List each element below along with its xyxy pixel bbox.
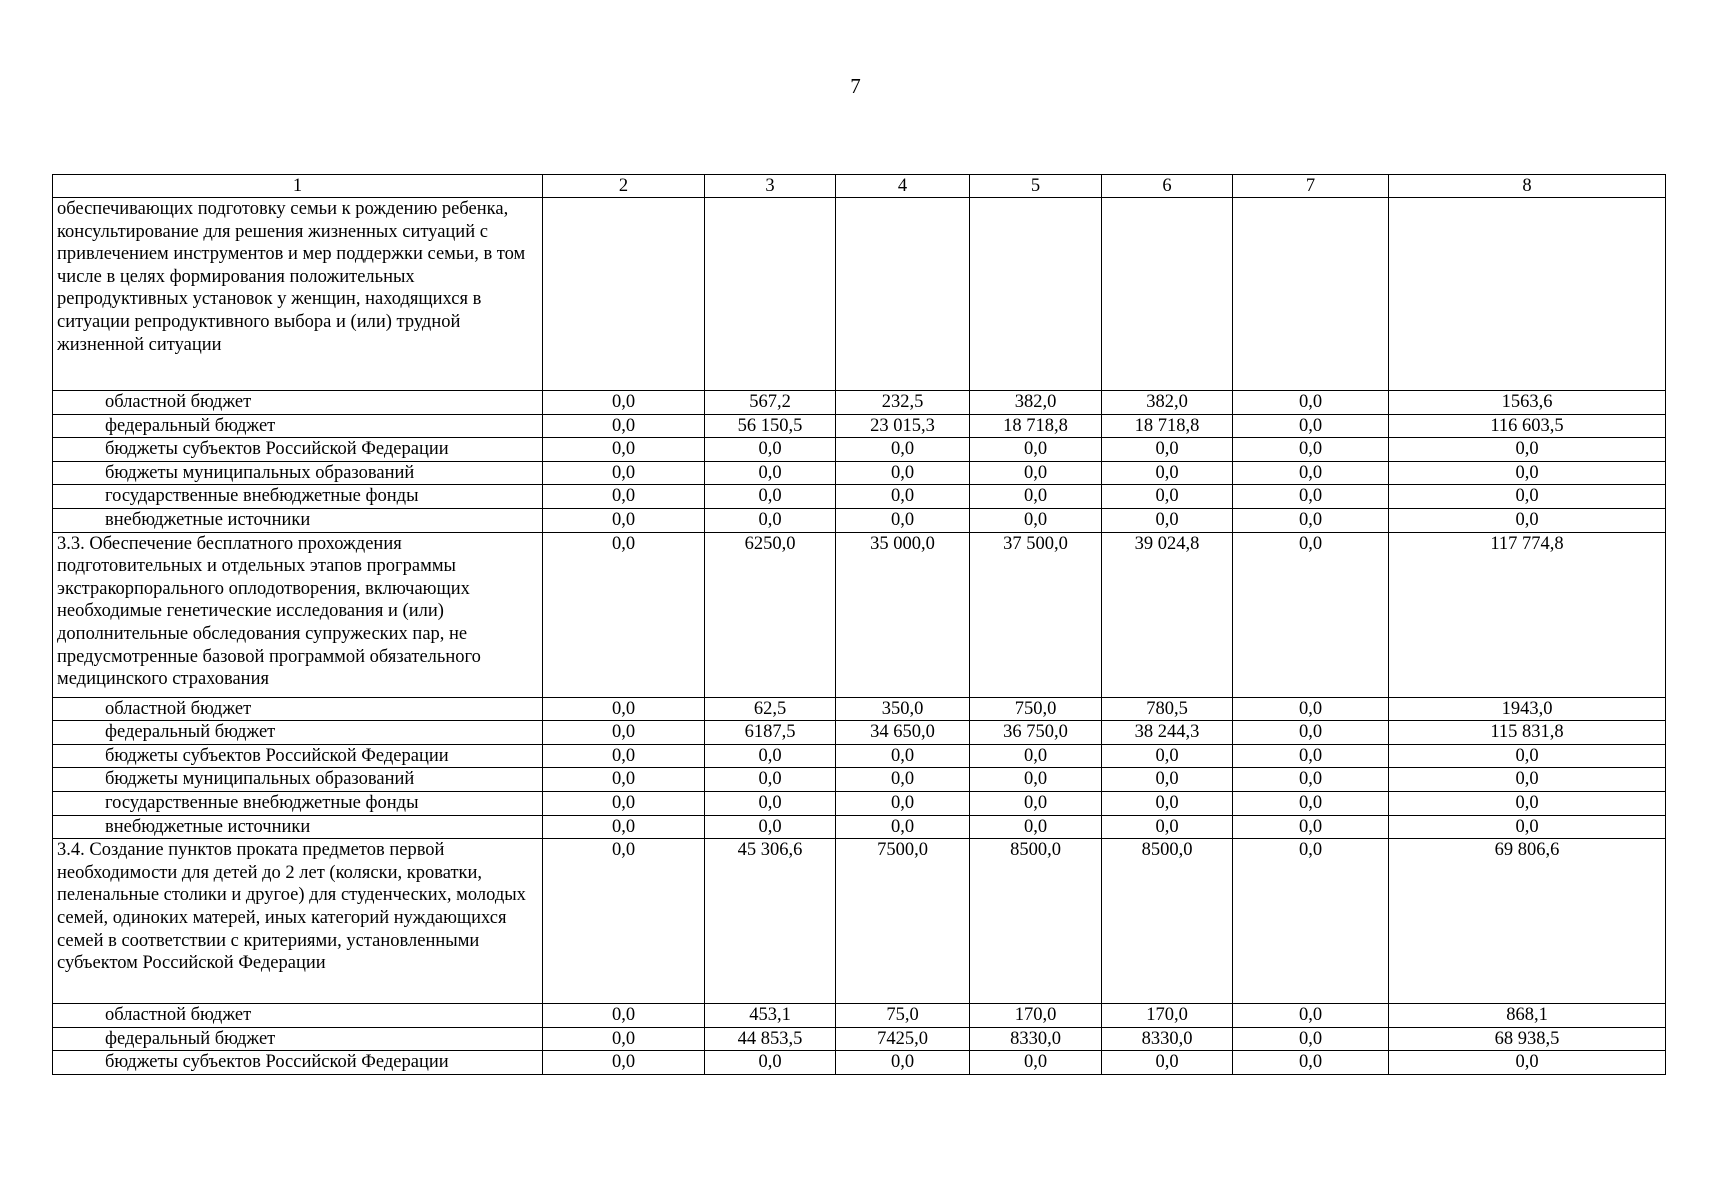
value-cell: 0,0 — [1102, 815, 1233, 839]
value-cell: 0,0 — [1233, 768, 1389, 792]
value-cell: 0,0 — [1102, 768, 1233, 792]
funding-source-row — [53, 391, 1666, 415]
funding-source-label: областной бюджет — [53, 1004, 543, 1028]
measure-value-cell — [836, 198, 970, 391]
funding-source-row — [53, 485, 1666, 509]
total-cell: 868,1 — [1389, 1004, 1666, 1028]
value-cell: 0,0 — [705, 744, 836, 768]
value-cell: 75,0 — [836, 1004, 970, 1028]
value-cell: 780,5 — [1102, 697, 1233, 721]
value-cell: 0,0 — [836, 508, 970, 532]
funding-source-label: бюджеты субъектов Российской Федерации — [53, 438, 543, 462]
measure-value-cell: 6250,0 — [705, 532, 836, 697]
value-cell: 0,0 — [1102, 461, 1233, 485]
value-cell: 0,0 — [1233, 1051, 1389, 1075]
value-cell: 0,0 — [1233, 508, 1389, 532]
value-cell: 0,0 — [836, 815, 970, 839]
value-cell: 0,0 — [1233, 461, 1389, 485]
funding-source-label: бюджеты муниципальных образований — [53, 461, 543, 485]
value-cell: 0,0 — [1233, 391, 1389, 415]
value-cell: 0,0 — [705, 768, 836, 792]
value-cell: 0,0 — [1102, 791, 1233, 815]
measure-value-cell: 45 306,6 — [705, 839, 836, 1004]
column-header: 3 — [705, 175, 836, 198]
value-cell: 18 718,8 — [1102, 414, 1233, 438]
measure-value-cell — [705, 198, 836, 391]
funding-source-row — [53, 768, 1666, 792]
funding-source-label: внебюджетные источники — [53, 508, 543, 532]
total-cell: 1563,6 — [1389, 391, 1666, 415]
value-cell: 382,0 — [970, 391, 1102, 415]
page-number: 7 — [850, 74, 861, 98]
value-cell: 0,0 — [970, 438, 1102, 462]
value-cell: 0,0 — [970, 815, 1102, 839]
measure-value-cell: 8500,0 — [970, 839, 1102, 1004]
funding-source-row — [53, 815, 1666, 839]
measure-value-cell: 7500,0 — [836, 839, 970, 1004]
value-cell: 0,0 — [1233, 815, 1389, 839]
funding-source-label: бюджеты субъектов Российской Федерации — [53, 1051, 543, 1075]
column-header: 8 — [1389, 175, 1666, 198]
value-cell: 170,0 — [1102, 1004, 1233, 1028]
funding-source-row — [53, 721, 1666, 745]
funding-source-label: государственные внебюджетные фонды — [53, 791, 543, 815]
value-cell: 0,0 — [970, 485, 1102, 509]
funding-source-label: областной бюджет — [53, 697, 543, 721]
value-cell: 232,5 — [836, 391, 970, 415]
column-header: 4 — [836, 175, 970, 198]
total-cell: 1943,0 — [1389, 697, 1666, 721]
funding-source-row — [53, 438, 1666, 462]
measure-value-cell — [1102, 198, 1233, 391]
value-cell: 0,0 — [836, 461, 970, 485]
value-cell: 382,0 — [1102, 391, 1233, 415]
value-cell: 18 718,8 — [970, 414, 1102, 438]
total-cell: 0,0 — [1389, 485, 1666, 509]
total-cell: 68 938,5 — [1389, 1027, 1666, 1051]
value-cell: 0,0 — [836, 1051, 970, 1075]
value-cell: 0,0 — [543, 485, 705, 509]
value-cell: 0,0 — [543, 461, 705, 485]
value-cell: 0,0 — [836, 791, 970, 815]
value-cell: 750,0 — [970, 697, 1102, 721]
value-cell: 453,1 — [705, 1004, 836, 1028]
column-header: 7 — [1233, 175, 1389, 198]
measure-value-cell: 37 500,0 — [970, 532, 1102, 697]
value-cell: 34 650,0 — [836, 721, 970, 745]
value-cell: 0,0 — [543, 768, 705, 792]
value-cell: 0,0 — [1233, 1027, 1389, 1051]
value-cell: 0,0 — [970, 768, 1102, 792]
total-cell: 116 603,5 — [1389, 414, 1666, 438]
total-cell: 0,0 — [1389, 1051, 1666, 1075]
column-header: 1 — [53, 175, 543, 198]
column-number-row — [53, 175, 1666, 198]
value-cell: 0,0 — [970, 1051, 1102, 1075]
value-cell: 0,0 — [543, 744, 705, 768]
total-cell: 0,0 — [1389, 461, 1666, 485]
measure-description: 3.3. Обеспечение бесплатного прохождения подготовительных и отдельных этапов программы экстракорпорального оплодотворения, включающих необходимые генетические исследования и (или) дополнительные обследования супружеских пар, не предусмотренные базовой программой обязательного медицинского страхования — [53, 532, 543, 697]
value-cell: 6187,5 — [705, 721, 836, 745]
value-cell: 0,0 — [836, 744, 970, 768]
value-cell: 0,0 — [1102, 1051, 1233, 1075]
value-cell: 567,2 — [705, 391, 836, 415]
value-cell: 0,0 — [543, 391, 705, 415]
total-cell: 0,0 — [1389, 438, 1666, 462]
measure-value-cell: 0,0 — [543, 839, 705, 1004]
measure-description-row — [53, 839, 1666, 1004]
measure-total-cell — [1389, 198, 1666, 391]
measure-value-cell — [970, 198, 1102, 391]
value-cell: 0,0 — [543, 815, 705, 839]
value-cell: 62,5 — [705, 697, 836, 721]
value-cell: 0,0 — [970, 461, 1102, 485]
value-cell: 0,0 — [705, 815, 836, 839]
measure-description: обеспечивающих подготовку семьи к рождению ребенка, консультирование для решения жизненных ситуаций с привлечением инструментов и мер поддержки семьи, в том числе в целях формирования положительных репродуктивных установок у женщин, находящихся в ситуации репродуктивного выбора и (или) трудной жизненной ситуации — [53, 198, 543, 391]
value-cell: 7425,0 — [836, 1027, 970, 1051]
value-cell: 0,0 — [1102, 744, 1233, 768]
measure-value-cell: 39 024,8 — [1102, 532, 1233, 697]
funding-source-label: федеральный бюджет — [53, 721, 543, 745]
value-cell: 0,0 — [705, 485, 836, 509]
value-cell: 0,0 — [543, 1051, 705, 1075]
measure-value-cell — [543, 198, 705, 391]
funding-source-label: бюджеты муниципальных образований — [53, 768, 543, 792]
measure-description-row — [53, 532, 1666, 697]
total-cell: 0,0 — [1389, 815, 1666, 839]
funding-table-body — [53, 175, 1666, 1075]
value-cell: 0,0 — [1233, 485, 1389, 509]
value-cell: 0,0 — [705, 791, 836, 815]
measure-description-row — [53, 198, 1666, 391]
funding-source-row — [53, 461, 1666, 485]
value-cell: 350,0 — [836, 697, 970, 721]
value-cell: 38 244,3 — [1102, 721, 1233, 745]
measure-value-cell: 35 000,0 — [836, 532, 970, 697]
value-cell: 0,0 — [970, 508, 1102, 532]
value-cell: 0,0 — [1102, 508, 1233, 532]
value-cell: 0,0 — [1233, 721, 1389, 745]
value-cell: 0,0 — [705, 438, 836, 462]
funding-source-row — [53, 508, 1666, 532]
value-cell: 0,0 — [1233, 744, 1389, 768]
value-cell: 0,0 — [543, 791, 705, 815]
value-cell: 0,0 — [836, 485, 970, 509]
value-cell: 0,0 — [836, 768, 970, 792]
value-cell: 0,0 — [543, 1027, 705, 1051]
total-cell: 0,0 — [1389, 508, 1666, 532]
value-cell: 0,0 — [1102, 438, 1233, 462]
funding-source-label: государственные внебюджетные фонды — [53, 485, 543, 509]
total-cell: 115 831,8 — [1389, 721, 1666, 745]
funding-table-container — [52, 174, 1665, 1075]
value-cell: 56 150,5 — [705, 414, 836, 438]
funding-source-row — [53, 1051, 1666, 1075]
value-cell: 0,0 — [543, 508, 705, 532]
funding-source-row — [53, 414, 1666, 438]
value-cell: 170,0 — [970, 1004, 1102, 1028]
total-cell: 0,0 — [1389, 744, 1666, 768]
measure-value-cell: 8500,0 — [1102, 839, 1233, 1004]
value-cell: 0,0 — [543, 721, 705, 745]
column-header: 2 — [543, 175, 705, 198]
value-cell: 0,0 — [705, 508, 836, 532]
funding-source-label: внебюджетные источники — [53, 815, 543, 839]
value-cell: 8330,0 — [970, 1027, 1102, 1051]
total-cell: 0,0 — [1389, 768, 1666, 792]
value-cell: 0,0 — [1233, 414, 1389, 438]
value-cell: 0,0 — [543, 1004, 705, 1028]
funding-source-label: федеральный бюджет — [53, 414, 543, 438]
measure-total-cell: 117 774,8 — [1389, 532, 1666, 697]
column-header: 6 — [1102, 175, 1233, 198]
funding-source-row — [53, 697, 1666, 721]
value-cell: 0,0 — [543, 438, 705, 462]
funding-table — [52, 174, 1666, 1075]
measure-description: 3.4. Создание пунктов проката предметов первой необходимости для детей до 2 лет (коляски, кроватки, пеленальные столики и другое) для студенческих, молодых семей, одиноких матерей, иных категорий нуждающихся семей в соответствии с критериями, установленными субъектом Российской Федерации — [53, 839, 543, 1004]
measure-value-cell: 0,0 — [1233, 839, 1389, 1004]
measure-total-cell: 69 806,6 — [1389, 839, 1666, 1004]
value-cell: 0,0 — [970, 744, 1102, 768]
value-cell: 44 853,5 — [705, 1027, 836, 1051]
funding-source-label: федеральный бюджет — [53, 1027, 543, 1051]
measure-value-cell — [1233, 198, 1389, 391]
value-cell: 36 750,0 — [970, 721, 1102, 745]
funding-source-row — [53, 1027, 1666, 1051]
value-cell: 0,0 — [705, 461, 836, 485]
value-cell: 0,0 — [705, 1051, 836, 1075]
value-cell: 23 015,3 — [836, 414, 970, 438]
value-cell: 0,0 — [836, 438, 970, 462]
total-cell: 0,0 — [1389, 791, 1666, 815]
value-cell: 0,0 — [1102, 485, 1233, 509]
measure-value-cell: 0,0 — [1233, 532, 1389, 697]
value-cell: 0,0 — [1233, 697, 1389, 721]
value-cell: 0,0 — [543, 697, 705, 721]
funding-source-row — [53, 1004, 1666, 1028]
funding-source-label: бюджеты субъектов Российской Федерации — [53, 744, 543, 768]
value-cell: 0,0 — [543, 414, 705, 438]
value-cell: 0,0 — [1233, 791, 1389, 815]
value-cell: 8330,0 — [1102, 1027, 1233, 1051]
value-cell: 0,0 — [1233, 1004, 1389, 1028]
measure-value-cell: 0,0 — [543, 532, 705, 697]
value-cell: 0,0 — [970, 791, 1102, 815]
value-cell: 0,0 — [1233, 438, 1389, 462]
funding-source-row — [53, 791, 1666, 815]
funding-source-label: областной бюджет — [53, 391, 543, 415]
funding-source-row — [53, 744, 1666, 768]
column-header: 5 — [970, 175, 1102, 198]
